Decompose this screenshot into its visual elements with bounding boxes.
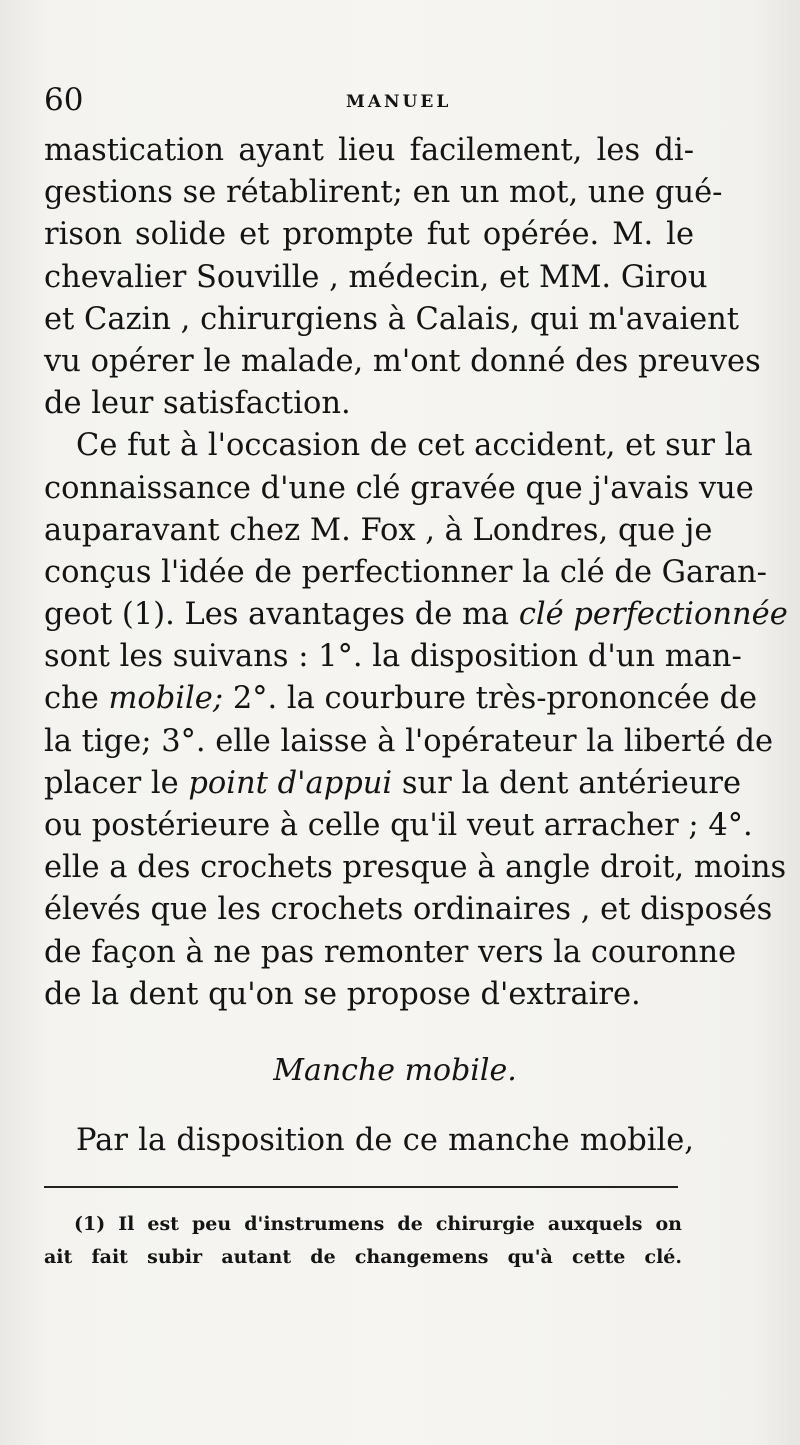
page-header xyxy=(44,82,724,122)
text-segment: geot (1). Les avantages de ma xyxy=(44,597,510,633)
text-line: mastication ayant lieu facilement, les di- xyxy=(44,133,694,168)
section-heading-text: Manche mobile. xyxy=(273,1053,517,1088)
text-line: rison solide et prompte fut opérée. M. le xyxy=(44,217,694,253)
text-line: chevalier Souville , médecin, et MM. Girou xyxy=(44,259,708,295)
text-line: ou postérieure à celle qu'il veut arracher ; 4°. xyxy=(44,808,753,843)
paragraph xyxy=(44,425,788,1016)
text-line: sont les suivans : 1°. la disposition d'un man- xyxy=(44,639,742,675)
text-line: Par la disposition de ce manche mobile, xyxy=(76,1123,694,1158)
text-segment: che xyxy=(44,681,99,717)
footnote-line: ait fait subir autant de changemens qu'à cette clé. xyxy=(44,1246,682,1268)
paragraph-continued xyxy=(44,130,761,425)
main-text xyxy=(44,130,788,1016)
footnote xyxy=(44,1208,682,1274)
text-segment: sur la dent antérieure xyxy=(401,765,742,801)
paragraph xyxy=(44,1120,694,1162)
italic-term: clé perfectionnée xyxy=(518,597,788,633)
italic-term: mobile; xyxy=(108,681,224,717)
text-line: de leur satisfaction. xyxy=(44,386,351,422)
text-line: conçus l'idée de perfectionner la clé de Garan- xyxy=(44,554,767,590)
text-line: de façon à ne pas remonter vers la couronne xyxy=(44,934,737,970)
running-head: MANUEL xyxy=(346,92,452,112)
text-line xyxy=(44,678,758,720)
section-heading xyxy=(0,1053,800,1088)
text-line: la tige; 3°. elle laisse à l'opérateur la liberté de xyxy=(44,723,774,759)
text-segment: placer le xyxy=(44,765,179,801)
text-line xyxy=(44,594,788,636)
text-line: gestions se rétablirent; en un mot, une gué- xyxy=(44,175,723,211)
text-segment: 2°. la courbure très-prononcée de xyxy=(232,681,758,717)
italic-term: point d'appui xyxy=(188,765,393,801)
footnote-line: (1) Il est peu d'instrumens de chirurgie auxquels on xyxy=(74,1213,682,1235)
text-line xyxy=(44,763,742,805)
text-line: elle a des crochets presque à angle droit, moins xyxy=(44,850,787,886)
text-line: Ce fut à l'occasion de cet accident, et sur la xyxy=(76,428,753,464)
text-line: auparavant chez M. Fox , à Londres, que je xyxy=(44,512,713,548)
text-line: et Cazin , chirurgiens à Calais, qui m'avaient xyxy=(44,301,740,337)
text-line: connaissance d'une clé gravée que j'avais vue xyxy=(44,470,754,506)
text-line: élevés que les crochets ordinaires , et disposés xyxy=(44,892,773,928)
page-number: 60 xyxy=(44,82,84,118)
text-line: vu opérer le malade, m'ont donné des preuves xyxy=(44,343,761,379)
text-line: de la dent qu'on se propose d'extraire. xyxy=(44,976,641,1012)
footnote-rule xyxy=(44,1186,678,1188)
